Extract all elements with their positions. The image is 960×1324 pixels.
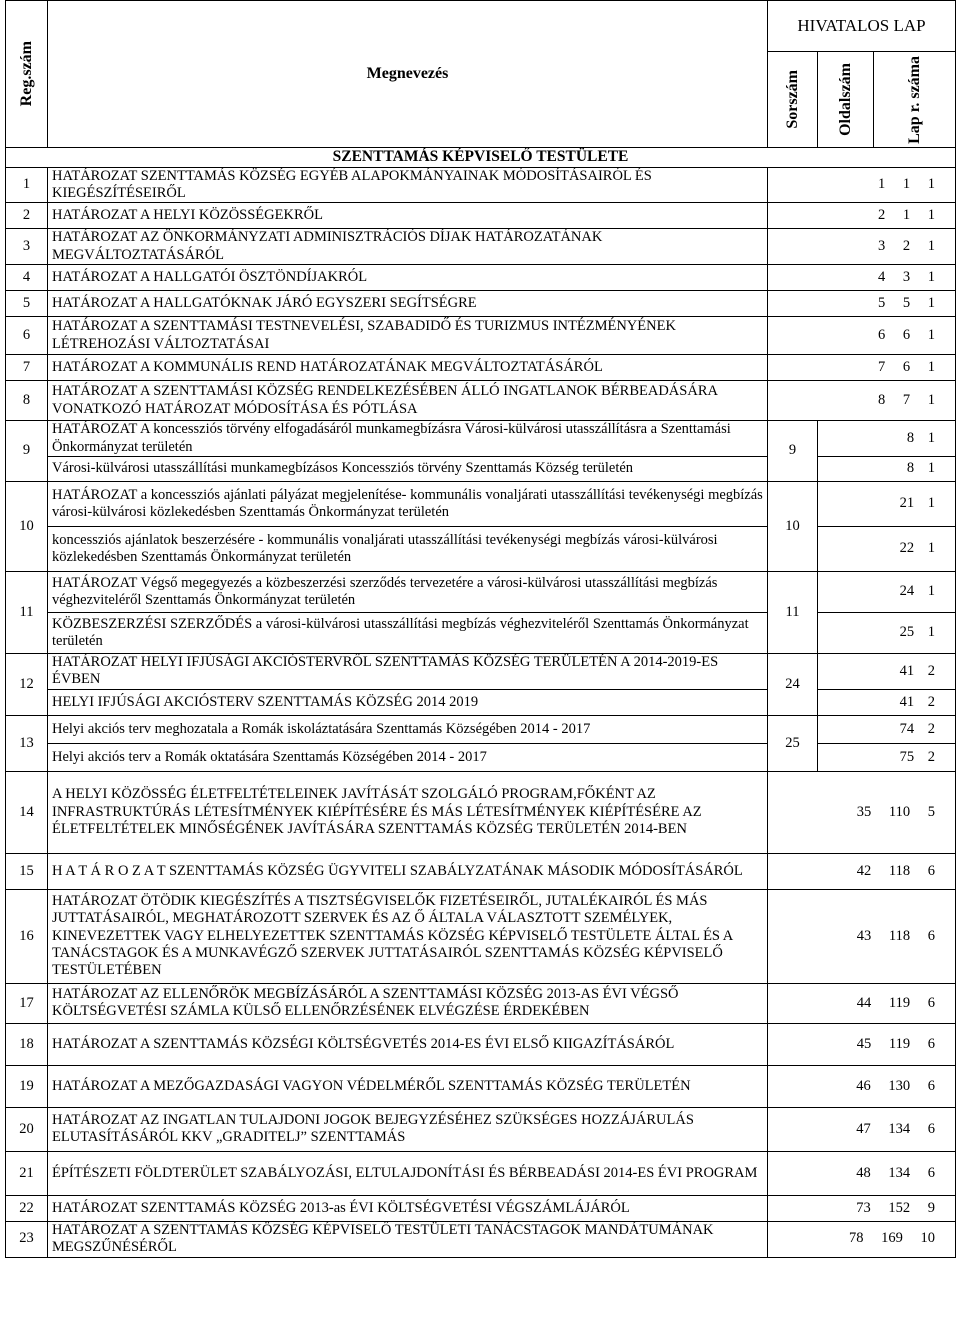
reg-number: 19 [6, 1065, 48, 1107]
entry-subname: koncessziós ajánlatok beszerzésére - kommunális vonaljárati utasszállítási tevékenységi megbízás városi-külvárosi közlekedésben Szenttamás Önkormányzat területén [48, 526, 768, 571]
numbers: 4 3 1 [768, 265, 956, 291]
reg-number: 23 [6, 1221, 48, 1257]
issue-number-header: Lap r. száma [874, 52, 956, 148]
entry-name: H A T Á R O Z A T SZENTTAMÁS KÖZSÉG ÜGYVITELI SZABÁLYZATÁNAK MÁSODIK MÓDOSÍTÁSÁRÓL [48, 853, 768, 889]
page-numbers: 22 1 [818, 526, 956, 571]
table-row [6, 481, 956, 526]
reg-number: 13 [6, 715, 48, 771]
official-gazette-header: HIVATALOS LAP [768, 1, 956, 52]
table-row [6, 889, 956, 983]
entry-name: HATÁROZAT SZENTTAMÁS KÖZSÉG EGYÉB ALAPOKMÁNYAINAK MÓDOSÍTÁSAIRÓL ÉS KIEGÉSZÍTÉSEIRŐL [48, 167, 768, 203]
reg-number: 3 [6, 229, 48, 265]
reg-number: 17 [6, 983, 48, 1023]
reg-number: 12 [6, 653, 48, 715]
numbers: 1 1 1 [768, 167, 956, 203]
serial-number: 25 [768, 715, 818, 771]
page-number-header: Oldalszám [818, 52, 874, 148]
entry-name: HATÁROZAT A SZENTTAMÁS KÖZSÉGI KÖLTSÉGVETÉS 2014-ES ÉVI ELSŐ KIIGAZÍTÁSÁRÓL [48, 1023, 768, 1065]
table-row [6, 1023, 956, 1065]
numbers: 73 152 9 [768, 1195, 956, 1221]
reg-number: 15 [6, 853, 48, 889]
table-row [6, 167, 956, 203]
entry-name: HATÁROZAT AZ ÖNKORMÁNYZATI ADMINISZTRÁCIÓS DÍJAK HATÁROZATÁNAK MEGVÁLTOZTATÁSÁRÓL [48, 229, 768, 265]
entry-name: Helyi akciós terv meghozatala a Romák iskoláztatására Szenttamás Községében 2014 - 2017 [48, 715, 768, 743]
document-index-table [5, 0, 956, 1258]
reg-number: 2 [6, 203, 48, 229]
table-row [6, 1195, 956, 1221]
name-header: Megnevezés [48, 1, 768, 148]
page-numbers: 41 2 [818, 689, 956, 715]
serial-number: 10 [768, 481, 818, 571]
entry-subname: Helyi akciós terv a Romák oktatására Szenttamás Községében 2014 - 2017 [48, 743, 768, 771]
entry-name: HATÁROZAT A MEZŐGAZDASÁGI VAGYON VÉDELMÉRŐL SZENTTAMÁS KÖZSÉG TERÜLETÉN [48, 1065, 768, 1107]
table-row [6, 355, 956, 381]
entry-name: HATÁROZAT A HALLGATÓKNAK JÁRÓ EGYSZERI SEGÍTSÉGRE [48, 291, 768, 317]
table-row [6, 1065, 956, 1107]
table-row [6, 1107, 956, 1151]
serial-number-header: Sorszám [768, 52, 818, 148]
entry-name: HATÁROZAT a koncessziós ajánlati pályázat megjelenítése- kommunális vonaljárati utasszállítási tevékenységi megbízás városi-külvárosi közlekedésben Szenttamás Önkormányzat területén [48, 481, 768, 526]
numbers: 6 6 1 [768, 317, 956, 355]
reg-number: 7 [6, 355, 48, 381]
reg-number: 6 [6, 317, 48, 355]
entry-name: HATÁROZAT A koncessziós törvény elfogadásáról munkamegbízásra Városi-külvárosi utasszállításra a Szenttamási Önkormányzat területén [48, 421, 768, 457]
entry-name: HATÁROZAT A KOMMUNÁLIS REND HATÁROZATÁNAK MEGVÁLTOZTATÁSÁRÓL [48, 355, 768, 381]
reg-number: 18 [6, 1023, 48, 1065]
table-row [6, 317, 956, 355]
page-numbers: 25 1 [818, 612, 956, 653]
reg-number: 22 [6, 1195, 48, 1221]
numbers: 48 134 6 [768, 1151, 956, 1195]
reg-number: 20 [6, 1107, 48, 1151]
table-row [6, 421, 956, 457]
numbers: 43 118 6 [768, 889, 956, 983]
entry-name: A HELYI KÖZÖSSÉG ÉLETFELTÉTELEINEK JAVÍTÁSÁT SZOLGÁLÓ PROGRAM,FŐKÉNT AZ INFRASTRUKTÚRÁS LÉTESÍTMÉNYEK KIÉPÍTÉSÉRE ÉS MÁS LÉTESÍTMÉNYEK KIÉPÍTÉSÉRE AZ ÉLETFELTÉTELEK MINŐSÉGÉNEK JAVÍTÁSÁRA SZENTTAMÁS KÖZSÉG TERÜLETÉN 2014-BEN [48, 771, 768, 853]
entry-name: HATÁROZAT Végső megegyezés a közbeszerzési szerződés tervezetére a városi-külvárosi utasszállítási megbízás véghezviteléről Szenttamás Önkormányzat területén [48, 571, 768, 612]
entry-subname: HELYI IFJÚSÁGI AKCIÓSTERV SZENTTAMÁS KÖZSÉG 2014 2019 [48, 689, 768, 715]
reg-number: 16 [6, 889, 48, 983]
table-row [6, 229, 956, 265]
numbers: 35 110 5 [768, 771, 956, 853]
page-numbers: 75 2 [818, 743, 956, 771]
entry-name: HATÁROZAT SZENTTAMÁS KÖZSÉG 2013-as ÉVI KÖLTSÉGVETÉSI VÉGSZÁMLÁJÁRÓL [48, 1195, 768, 1221]
serial-number: 11 [768, 571, 818, 653]
numbers: 46 130 6 [768, 1065, 956, 1107]
table-row [6, 571, 956, 612]
numbers: 42 118 6 [768, 853, 956, 889]
numbers: 7 6 1 [768, 355, 956, 381]
entry-name: HATÁROZAT A SZENTTAMÁS KÖZSÉG KÉPVISELŐ TESTÜLETI TANÁCSTAGOK MANDÁTUMÁNAK MEGSZŰNÉSÉRŐL [48, 1221, 768, 1257]
entry-name: HATÁROZAT A HELYI KÖZÖSSÉGEKRŐL [48, 203, 768, 229]
reg-number: 14 [6, 771, 48, 853]
reg-number: 4 [6, 265, 48, 291]
reg-number: 21 [6, 1151, 48, 1195]
table-row [6, 771, 956, 853]
entry-name: HATÁROZAT A HALLGATÓI ÖSZTÖNDÍJAKRÓL [48, 265, 768, 291]
page-numbers: 24 1 [818, 571, 956, 612]
reg-number: 8 [6, 381, 48, 421]
reg-number: 9 [6, 421, 48, 482]
table-row [6, 381, 956, 421]
reg-number: 11 [6, 571, 48, 653]
entry-name: HATÁROZAT HELYI IFJÚSÁGI AKCIÓSTERVRŐL SZENTTAMÁS KÖZSÉG TERÜLETÉN A 2014-2019-ES ÉVBEN [48, 653, 768, 689]
table-row [6, 653, 956, 689]
table-row [6, 853, 956, 889]
reg-number-header: Reg.szám [6, 1, 48, 148]
reg-number: 5 [6, 291, 48, 317]
reg-number: 10 [6, 481, 48, 571]
page-numbers: 8 1 [818, 456, 956, 481]
numbers: 3 2 1 [768, 229, 956, 265]
serial-number: 9 [768, 421, 818, 482]
entry-name: HATÁROZAT AZ INGATLAN TULAJDONI JOGOK BEJEGYZÉSÉHEZ SZÜKSÉGES HOZZÁJÁRULÁS ELUTASÍTÁSÁRÓL KKV „GRADITELJ” SZENTTAMÁS [48, 1107, 768, 1151]
table-row [6, 715, 956, 743]
numbers: 47 134 6 [768, 1107, 956, 1151]
header-row [6, 1, 956, 52]
entry-subname: Városi-külvárosi utasszállítási munkamegbízásos Koncessziós törvény Szenttamás Község területén [48, 456, 768, 481]
entry-name: HATÁROZAT AZ ELLENŐRÖK MEGBÍZÁSÁRÓL A SZENTTAMÁSI KÖZSÉG 2013-AS ÉVI VÉGSŐ KÖLTSÉGVETÉSI SZÁMLA KÜLSŐ ELLENŐRZÉSÉNEK ELVÉGZÉSE ÉRDEKÉBEN [48, 983, 768, 1023]
reg-number: 1 [6, 167, 48, 203]
table-row [6, 983, 956, 1023]
table-row [6, 203, 956, 229]
page-numbers: 8 1 [818, 421, 956, 457]
numbers: 78 169 10 [768, 1221, 956, 1257]
page-numbers: 41 2 [818, 653, 956, 689]
section-row [6, 148, 956, 168]
numbers: 2 1 1 [768, 203, 956, 229]
table-row [6, 265, 956, 291]
numbers: 44 119 6 [768, 983, 956, 1023]
entry-name: HATÁROZAT A SZENTTAMÁSI TESTNEVELÉSI, SZABADIDŐ ÉS TURIZMUS INTÉZMÉNYÉNEK LÉTREHOZÁSI VÁLTOZTATÁSAI [48, 317, 768, 355]
numbers: 45 119 6 [768, 1023, 956, 1065]
page-numbers: 74 2 [818, 715, 956, 743]
numbers: 5 5 1 [768, 291, 956, 317]
entry-name: ÉPÍTÉSZETI FÖLDTERÜLET SZABÁLYOZÁSI, ELTULAJDONÍTÁSI ÉS BÉRBEADÁSI 2014-ES ÉVI PROGRAM [48, 1151, 768, 1195]
entry-name: HATÁROZAT ÖTÖDIK KIEGÉSZÍTÉS A TISZTSÉGVISELŐK FIZETÉSEIRŐL, JUTALÉKAIRÓL ÉS MÁS JUTTATÁSAIRÓL, MEGHATÁROZOTT SZERVEK ÉS AZ Ő ÁLTALA VÁLASZTOTT SZEMÉLYEK, KINEVEZETTEK VAGY ELHELYEZETTEK SZENTTAMÁS KÖZSÉG KÉPVISELŐ TESTÜLETE ÁLTAL ÉS A TANÁCSTAGOK ÉS A MUNKAVÉGZŐ SZERVEK JUTTATÁSAIRÓL SZENTTAMÁS KÖZSÉG KÉPVISELŐ TESTÜLETÉBEN [48, 889, 768, 983]
section-title: SZENTTAMÁS KÉPVISELŐ TESTÜLETE [6, 148, 956, 168]
page-numbers: 21 1 [818, 481, 956, 526]
entry-subname: KÖZBESZERZÉSI SZERZŐDÉS a városi-külvárosi utasszállítási megbízás véghezviteléről Szenttamás Önkormányzat területén [48, 612, 768, 653]
serial-number: 24 [768, 653, 818, 715]
numbers: 8 7 1 [768, 381, 956, 421]
entry-name: HATÁROZAT A SZENTTAMÁSI KÖZSÉG RENDELKEZÉSÉBEN ÁLLÓ INGATLANOK BÉRBEADÁSÁRA VONATKOZÓ HATÁROZAT MÓDOSÍTÁSA ÉS PÓTLÁSA [48, 381, 768, 421]
table-row [6, 1221, 956, 1257]
table-row [6, 1151, 956, 1195]
table-row [6, 291, 956, 317]
